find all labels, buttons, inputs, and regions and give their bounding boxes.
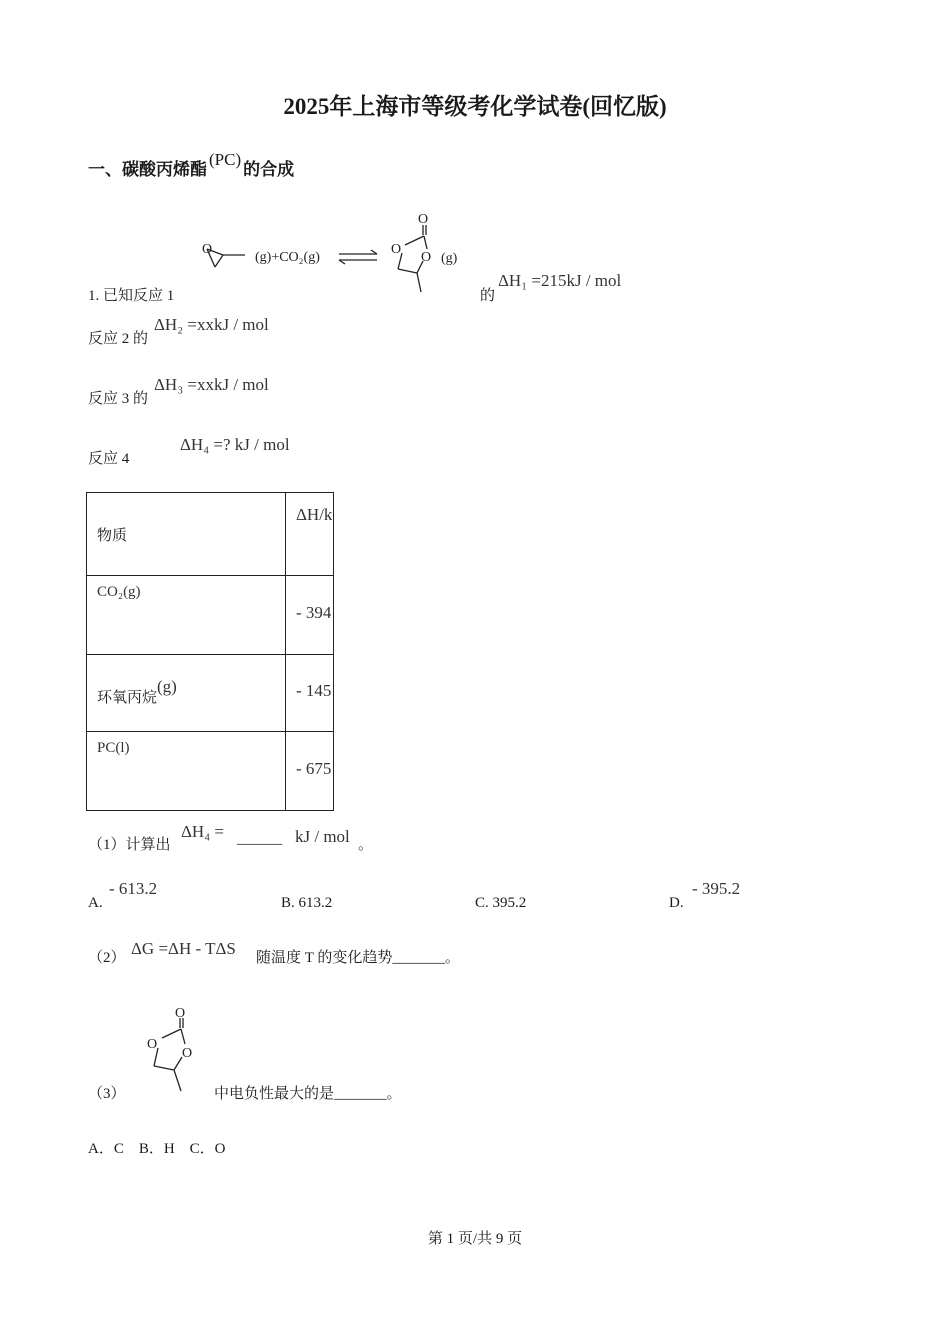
table-cell-substance: 环氧丙烷 [97, 689, 158, 706]
sub1-blank: ______ [237, 831, 282, 847]
sub3-options: A．C B．H C．O [88, 1141, 226, 1157]
section-suffix: 的合成 [243, 160, 295, 179]
sub1-expression: ΔH₄ = [181, 822, 224, 841]
table-row [87, 576, 334, 655]
pc-molecule [138, 1000, 208, 1096]
pc-ring-o1: O [147, 1037, 158, 1052]
option-d-value: - 395.2 [692, 879, 741, 898]
table-row [87, 655, 334, 732]
sub1-unit: kJ / mol [295, 827, 350, 846]
table-cell-value: - 145 [296, 680, 332, 700]
table-row [87, 732, 334, 811]
product-phase: (g) [441, 251, 458, 266]
page-title: 2025年上海市等级考化学试卷(回忆版) [283, 94, 667, 119]
option-a-letter[interactable]: A. [88, 895, 103, 911]
section-prefix: 一、碳酸丙烯酯 [88, 160, 207, 179]
sub1-end: 。 [358, 837, 374, 853]
section-abbr: (PC) [209, 150, 242, 169]
epoxide-o: O [202, 242, 213, 257]
option-a-value: - 613.2 [109, 879, 158, 898]
dh2-expression: ΔH₂ =xxkJ / mol [154, 315, 269, 334]
reaction2-label: 反应 2 的 [88, 331, 149, 347]
sub3-prefix: （3） [88, 1086, 126, 1102]
enthalpy-table [86, 492, 334, 811]
table-cell-value: - 675 [296, 758, 332, 778]
reaction1-de: 的 [480, 288, 496, 304]
sub3-text: 中电负性最大的是_______。 [214, 1086, 402, 1102]
dh3-expression: ΔH₃ =xxkJ / mol [154, 375, 269, 394]
dh4-expression: ΔH₄ =? kJ / mol [180, 435, 290, 454]
sub1-prefix: （1）计算出 [88, 837, 171, 853]
pc-carbonyl-o: O [175, 1006, 186, 1021]
table-row [87, 493, 334, 576]
sub2-text: 随温度 T 的变化趋势_______。 [256, 950, 460, 966]
option-b[interactable]: B. 613.2 [281, 895, 333, 911]
reaction4-label: 反应 4 [88, 451, 130, 467]
option-c[interactable]: C. 395.2 [475, 895, 527, 911]
sub2-expression: ΔG =ΔH - TΔS [131, 939, 236, 958]
table-header-dh: ΔH/k [296, 505, 332, 524]
option-d-letter[interactable]: D. [669, 895, 684, 911]
pc-ring-o1: O [391, 242, 402, 257]
table-cell-substance: CO₂(g) [87, 576, 286, 655]
table-cell-value: - 394 [296, 602, 332, 622]
reaction-scheme [195, 205, 465, 305]
reaction3-label: 反应 3 的 [88, 391, 149, 407]
table-cell-phase: (g) [157, 676, 177, 696]
section-heading [88, 150, 295, 180]
page-footer: 第 1 页/共 9 页 [427, 1231, 523, 1247]
pc-ring-o2: O [182, 1046, 193, 1061]
pc-ring-o2: O [421, 250, 432, 265]
scheme-reactants: (g)+CO₂(g) [255, 250, 320, 265]
table-cell-substance: PC(l) [87, 732, 286, 811]
sub2-prefix: （2） [88, 950, 126, 966]
dh1-expression: ΔH₁ =215kJ / mol [498, 271, 622, 290]
pc-carbonyl-o: O [418, 212, 429, 227]
table-header-substance: 物质 [87, 493, 286, 576]
reaction1-label: 1. 已知反应 1 [88, 288, 175, 304]
